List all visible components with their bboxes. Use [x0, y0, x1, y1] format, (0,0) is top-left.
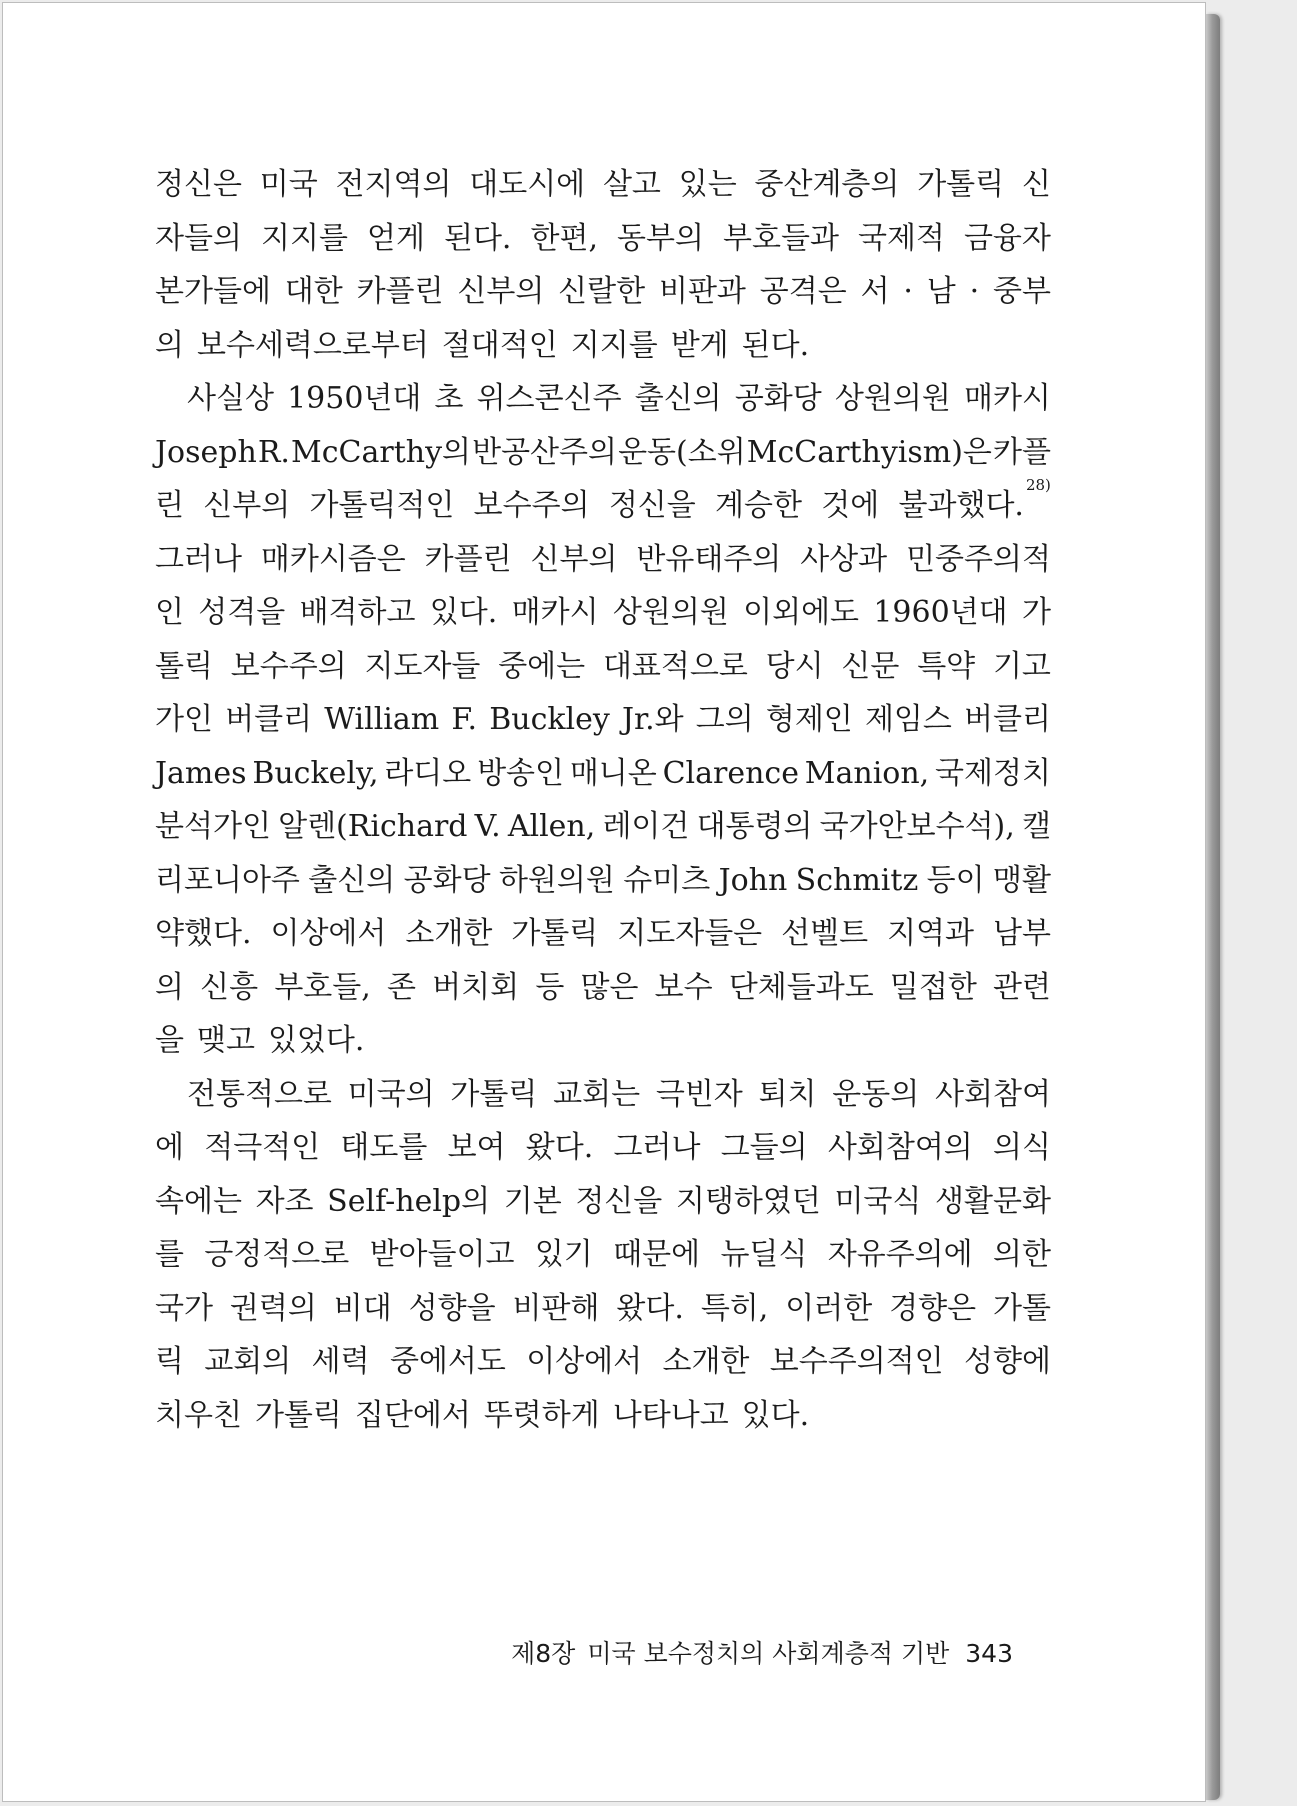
text-line: 에 적극적인 태도를 보여 왔다. 그러나 그들의 사회참여의 의식	[155, 1130, 1051, 1165]
text-line: 린 신부의 가톨릭적인 보수주의 정신을 계승한 것에 불과했다.$^{28)}$	[155, 476, 1051, 523]
paragraph	[155, 373, 1051, 1069]
text-line: 국가 권력의 비대 성향을 비판해 왔다. 특히, 이러한 경향은 가톨	[155, 1290, 1051, 1326]
text-line: 릭 교회의 세력 중에서도 이상에서 소개한 보수주의적인 성향에	[155, 1344, 1051, 1379]
text-line: 을 맺고 있었다.	[155, 1023, 365, 1058]
text-line: James Buckely, 라디오 방송인 매니온 Clarence Manion, 국제정치	[155, 755, 1051, 791]
text-line: 전통적으로 미국의 가톨릭 교회는 극빈자 퇴치 운동의 사회참여	[187, 1076, 1051, 1112]
text-line: 약했다. 이상에서 소개한 가톨릭 지도자들은 선벨트 지역과 남부	[155, 916, 1051, 951]
text-line: 속에는 자조 Self-help의 기본 정신을 지탱하였던 미국식 생활문화	[155, 1183, 1051, 1219]
text-line: 본가들에 대한 카플린 신부의 신랄한 비판과 공격은 서 · 남 · 중부	[155, 274, 1051, 309]
page-edge-stack	[1206, 14, 1220, 1800]
text-line: 를 긍정적으로 받아들이고 있기 때문에 뉴딜식 자유주의에 의한	[155, 1237, 1051, 1272]
text-line: 톨릭 보수주의 지도자들 중에는 대표적으로 당시 신문 특약 기고	[155, 648, 1051, 684]
text-line: 가인 버클리 William F. Buckley Jr.와 그의 형제인 제임스 버클리	[155, 702, 1051, 737]
footer-title: 미국 보수정치의 사회계층적 기반	[587, 1639, 950, 1668]
text-line: Joseph R. McCarthy의 반공산주의 운동(소위 McCarthyism)은 카플	[155, 434, 1051, 470]
footnote-marker[interactable]: 28)	[1025, 476, 1051, 494]
text-line: 자들의 지지를 얻게 된다. 한편, 동부의 부호들과 국제적 금융자	[155, 220, 1051, 256]
body-text	[155, 159, 1051, 1443]
text-line: 분석가인 알렌(Richard V. Allen, 레이건 대통령의 국가안보수석), 캘	[155, 809, 1051, 844]
page-number: 343	[965, 1639, 1013, 1668]
text-line: 치우친 가톨릭 집단에서 뚜렷하게 나타나고 있다.	[155, 1397, 810, 1433]
text-line: 의 신흥 부호들, 존 버치회 등 많은 보수 단체들과도 밀접한 관련	[155, 969, 1051, 1005]
paragraph	[155, 1069, 1051, 1444]
text-line: 정신은 미국 전지역의 대도시에 살고 있는 중산계층의 가톨릭 신	[155, 167, 1051, 202]
book-page	[2, 2, 1206, 1802]
text-line: 인 성격을 배격하고 있다. 매카시 상원의원 이외에도 1960년대 가	[155, 595, 1051, 630]
text-line: 리포니아주 출신의 공화당 하원의원 슈미츠 John Schmitz 등이 맹활	[155, 862, 1051, 898]
text-line: 사실상 1950년대 초 위스콘신주 출신의 공화당 상원의원 매카시	[187, 381, 1051, 416]
paragraph	[155, 159, 1051, 373]
text-line: 그러나 매카시즘은 카플린 신부의 반유태주의 사상과 민중주의적	[155, 541, 1051, 577]
footer-chapter: 제8장	[511, 1639, 576, 1668]
running-footer	[511, 1634, 1013, 1670]
text-line: 의 보수세력으로부터 절대적인 지지를 받게 된다.	[155, 327, 810, 363]
